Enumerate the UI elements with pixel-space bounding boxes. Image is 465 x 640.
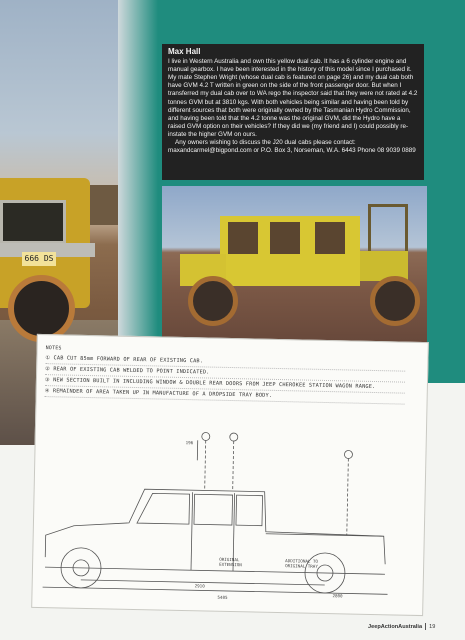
ute-window bbox=[270, 222, 300, 254]
note-1: ① CAB CUT 85mm FORWARD OF REAR OF EXISTING CAB. bbox=[45, 353, 405, 372]
notes-header: NOTES bbox=[45, 345, 62, 352]
number-plate: 666 DS bbox=[22, 252, 56, 266]
windscreen-window bbox=[137, 493, 190, 524]
callout-1 bbox=[202, 432, 210, 440]
drawing-notes bbox=[45, 343, 406, 405]
leader-line bbox=[233, 441, 234, 491]
note-4: ④ REMAINDER OF AREA TAKEN UP IN MANUFACTURE OF A DROPSIDE TRAY BODY. bbox=[45, 386, 405, 405]
truck-grille bbox=[0, 200, 66, 244]
vehicle-side-elevation bbox=[32, 417, 426, 615]
ute-window bbox=[315, 222, 345, 254]
magazine-brand: JeepActionAustralia bbox=[368, 623, 423, 630]
author-name: Max Hall bbox=[168, 47, 201, 56]
ute-window bbox=[228, 222, 258, 254]
dim-wheelbase: 2910 bbox=[194, 583, 205, 589]
ute-headboard-frame bbox=[368, 204, 408, 251]
leader-line bbox=[205, 440, 206, 490]
article-paragraph-2: Any owners wishing to discuss the J20 dual cabs please contact: maxandcarmel@bigpond.com or P.O. Box 3, Norseman, W.A. 6443 Phone 08 9039 0889 bbox=[168, 139, 416, 155]
footer-separator bbox=[425, 623, 426, 630]
page-footer bbox=[368, 623, 435, 630]
leader-line bbox=[347, 458, 349, 535]
ute-front-wheel bbox=[188, 276, 238, 326]
note-3: ③ NEW SECTION BUILT IN INCLUDING WINDOW & DOUBLE REAR DOORS FROM JEEP CHEROKEE STATION WAGON RANGE. bbox=[45, 375, 405, 394]
door-line bbox=[191, 492, 193, 570]
page-number: 19 bbox=[429, 623, 436, 630]
engineering-drawing bbox=[31, 334, 429, 616]
teal-fade bbox=[118, 0, 158, 383]
body-outline bbox=[45, 487, 386, 564]
dual-cab-ute bbox=[180, 216, 410, 296]
article-paragraph-1: I live in Western Australia and own this yellow dual cab. It has a 6 cylinder engine and manual gearbox. I have been interested in the history of this model since I purchased it. My mate Stephen Wright (whose dual cab is featured on page 26) and my dual cab both have GVM 4.2 T written in green on the side of the front passenger door. But when I transferred my dual cab over to WA rego the inspector said that they were not rated at 4.2 tonnes GVM but at 3810 kgs. With both vehicles being similar and having been told by different sources that both were originally owned by the Tasmanian Hydro Commission, and having been told that the 4.2 tonne was the original GVM, did the Hydro have a raised GVM option on their vehicles? If they did we (my friend and I) could possibly re-instate the higher GVM on ours. bbox=[168, 58, 418, 138]
front-door-window bbox=[194, 494, 233, 525]
truck-wheel bbox=[8, 275, 75, 342]
sill-line bbox=[45, 567, 385, 574]
label-additional-tray: ADDITIONAL TO ORIGINAL TRAY bbox=[285, 558, 319, 569]
label-original-extension: ORIGINAL EXTENSION bbox=[219, 556, 242, 568]
rear-door-window bbox=[236, 495, 263, 526]
callout-4 bbox=[344, 450, 352, 458]
note-2: ② REAR OF EXISTING CAB WELDED TO POINT INDICATED. bbox=[45, 364, 405, 383]
ute-rear-wheel bbox=[370, 276, 420, 326]
dim-overall: 5405 bbox=[217, 594, 228, 600]
ute-cab bbox=[220, 216, 360, 286]
callout-2 bbox=[230, 433, 238, 441]
article-text-box bbox=[162, 44, 424, 180]
dim-tray: 2800 bbox=[332, 593, 343, 599]
dual-cab-photo bbox=[162, 186, 427, 361]
dim-height: 196 bbox=[185, 440, 194, 446]
